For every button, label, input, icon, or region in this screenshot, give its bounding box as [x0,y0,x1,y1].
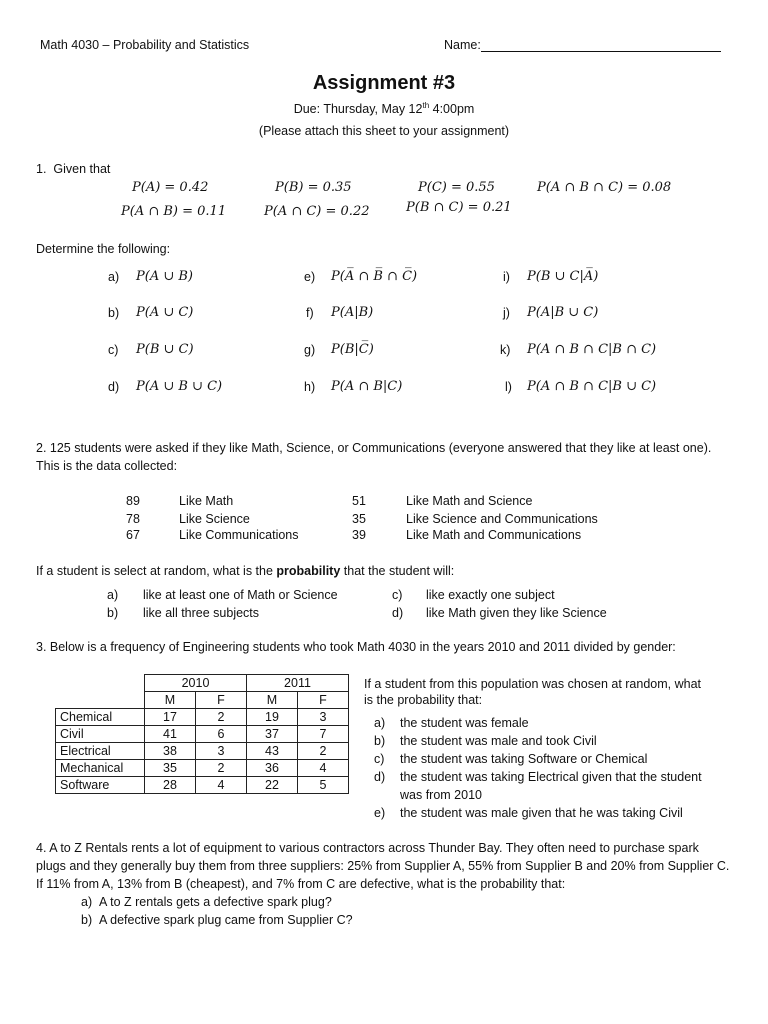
q1-expr-l: P(A ∩ B ∩ C|B ∪ C) [527,379,657,394]
q3-part-label: c) [374,752,385,766]
q1-part-c: c) [108,343,119,357]
assignment-title: Assignment #3 [312,72,456,94]
q3-part-text: the student was taking Electrical given that the student [400,770,702,784]
table-cell: 38 [145,743,196,760]
row-label: Electrical [56,743,145,760]
name-underline [481,38,721,52]
q1-expr-a: P(A ∪ B) [136,269,193,284]
q3-line: 3. Below is a frequency of Engineering students who took Math 4030 in the years 2010 and 2011 divided by gender: [36,640,676,654]
row-label: Software [56,777,145,794]
table-cell: 2 [196,709,247,726]
q2-label: Like Math and Communications [406,528,582,542]
q1-part-a: a) [108,270,120,284]
table-row [56,760,349,777]
q1-part-d: d) [108,380,120,394]
name-field [444,38,721,52]
q2-part-label: d) [392,606,404,620]
q1-expr-c: P(B ∪ C) [136,342,194,357]
table-cell: 4 [298,760,349,777]
q1-expr-b: P(A ∪ C) [136,305,194,320]
table-row [56,777,349,794]
row-label: Chemical [56,709,145,726]
q2-line1: 2. 125 students were asked if they like Math, Science, or Communications (everyone answered that they like at least one). [36,441,712,455]
q1-intro: 1. Given that [36,162,111,176]
determine-label: Determine the following: [36,242,171,256]
table-cell: 43 [247,743,298,760]
q2-label: Like Communications [179,528,299,542]
gender-header: M [145,692,196,709]
q1-expr-f: P(A|B) [331,305,374,320]
q3-part-label: b) [374,734,386,748]
gender-header: M [247,692,298,709]
course-title: Math 4030 – Probability and Statistics [40,38,250,52]
given-pbc: P(B ∩ C) = 0.21 [406,200,512,215]
q2-part-text: like at least one of Math or Science [143,588,338,602]
table-cell: 3 [298,709,349,726]
table-cell: 41 [145,726,196,743]
table-cell: 3 [196,743,247,760]
q3-prompt2: is the probability that: [364,693,483,707]
q1-expr-k: P(A ∩ B ∩ C|B ∩ C) [527,342,657,357]
q2-count: 89 [126,494,140,508]
q2-part-text: like all three subjects [143,606,260,620]
q1-part-f: f) [306,306,314,320]
q1-part-l: l) [505,380,512,394]
q3-part-text: the student was male given that he was taking Civil [400,806,683,820]
name-label: Name: [444,38,481,52]
q1-part-h: h) [304,380,316,394]
q3-part-text: the student was male and took Civil [400,734,597,748]
q3-part-label: d) [374,770,386,784]
q1-part-b: b) [108,306,120,320]
given-pa: P(A) = 0.42 [132,180,209,195]
q2-count: 39 [352,528,366,542]
q2-line2: This is the data collected: [36,459,178,473]
due-date: Due: Thursday, May 12th 4:00pm [293,101,475,117]
q2-label: Like Science and Communications [406,512,598,526]
q1-part-e: e) [304,270,316,284]
gender-header: F [298,692,349,709]
table-cell: 28 [145,777,196,794]
q3-part-text: was from 2010 [400,788,482,802]
table-cell: 37 [247,726,298,743]
table-row [56,743,349,760]
row-label: Mechanical [56,760,145,777]
given-pc: P(C) = 0.55 [418,180,495,195]
table-cell: 19 [247,709,298,726]
q3-part-text: the student was female [400,716,529,730]
given-pab: P(A ∩ B) = 0.11 [121,204,227,219]
q3-prompt1: If a student from this population was chosen at random, what [364,677,701,691]
q4-part-text: A defective spark plug came from Supplier C? [99,913,353,927]
q4-line3: If 11% from A, 13% from B (cheapest), and 7% from C are defective, what is the probability that: [36,877,566,891]
table-cell: 35 [145,760,196,777]
q2-part-label: b) [107,606,119,620]
table-cell: 2 [196,760,247,777]
q1-part-g: g) [304,343,316,357]
gender-header: F [196,692,247,709]
q4-part-label: a) [81,895,93,909]
q1-part-i: i) [503,270,510,284]
table-row [56,709,349,726]
year-header: 2011 [247,675,349,692]
given-pac: P(A ∩ C) = 0.22 [264,204,370,219]
table-cell: 36 [247,760,298,777]
row-label: Civil [56,726,145,743]
table-cell: 2 [298,743,349,760]
q1-expr-e: P(A̅ ∩ B̅ ∩ C̅) [331,269,418,284]
q2-part-label: c) [392,588,403,602]
q2-prompt: If a student is select at random, what is the probability that the student will: [36,564,455,578]
q2-count: 67 [126,528,140,542]
q1-part-j: j) [503,306,510,320]
q1-expr-j: P(A|B ∪ C) [527,305,599,320]
year-header: 2010 [145,675,247,692]
q2-label: Like Math and Science [406,494,533,508]
q1-part-k: k) [500,343,511,357]
table-cell: 17 [145,709,196,726]
q4-part-text: A to Z rentals gets a defective spark plug? [99,895,332,909]
table-cell: 6 [196,726,247,743]
q1-expr-g: P(B|C̅) [331,342,374,357]
table-cell: 5 [298,777,349,794]
q2-count: 51 [352,494,366,508]
q2-count: 78 [126,512,140,526]
q1-expr-h: P(A ∩ B|C) [331,379,403,394]
frequency-table [55,674,349,794]
q2-part-text: like exactly one subject [426,588,555,602]
q3-part-text: the student was taking Software or Chemical [400,752,648,766]
q2-count: 35 [352,512,366,526]
attach-note: (Please attach this sheet to your assignment) [258,124,510,138]
q2-label: Like Science [179,512,250,526]
q3-part-label: a) [374,716,386,730]
table-cell: 22 [247,777,298,794]
q4-part-label: b) [81,913,93,927]
q2-label: Like Math [179,494,234,508]
given-pb: P(B) = 0.35 [275,180,352,195]
table-cell: 4 [196,777,247,794]
given-pabc: P(A ∩ B ∩ C) = 0.08 [537,180,672,195]
q2-part-label: a) [107,588,119,602]
q1-expr-d: P(A ∪ B ∪ C) [136,379,223,394]
table-cell: 7 [298,726,349,743]
q4-line1: 4. A to Z Rentals rents a lot of equipment to various contractors across Thunder Bay. They often need to purchase spark [36,841,699,855]
q3-part-label: e) [374,806,386,820]
q4-line2: plugs and they generally buy them from three suppliers: 25% from Supplier A, 55% from Supplier B and 20% from Supplier C. [36,859,730,873]
q2-part-text: like Math given they like Science [426,606,607,620]
q1-expr-i: P(B ∪ C|A̅) [527,269,599,284]
table-row [56,726,349,743]
